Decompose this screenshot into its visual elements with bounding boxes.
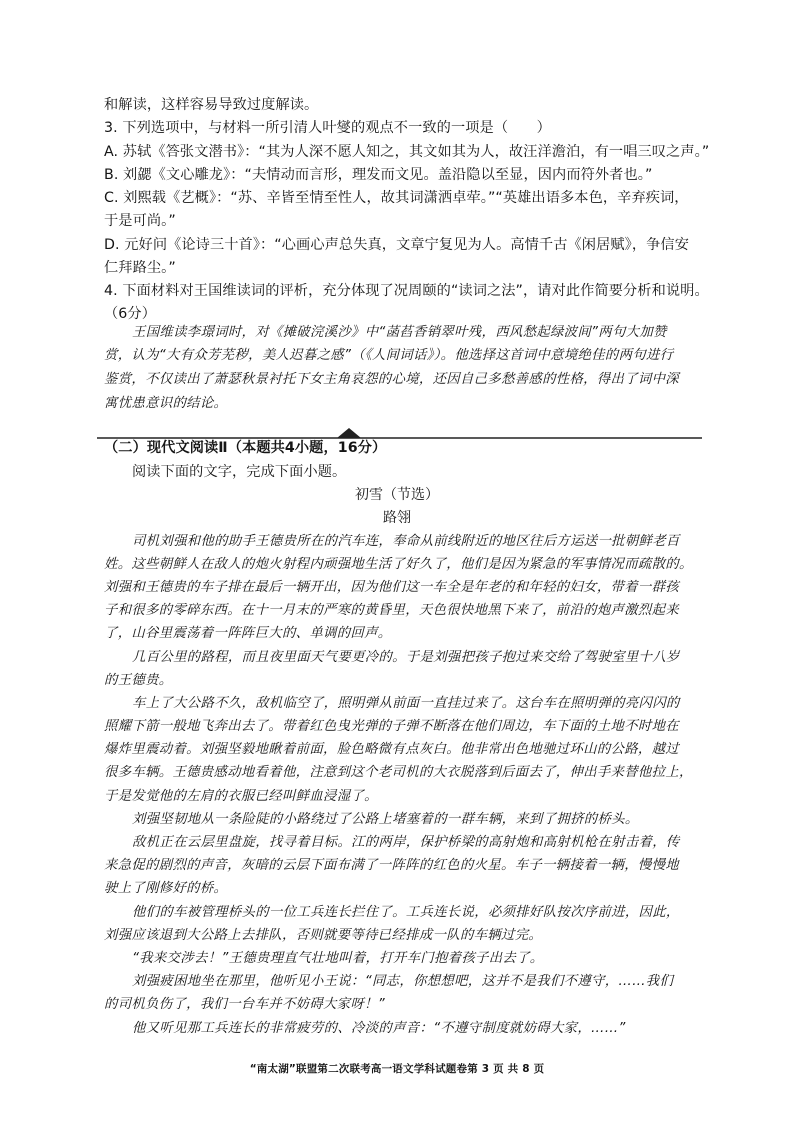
story-line: 刘强应该退到大公路上去排队，否则就要等待已经排成一队的车辆过完。 — [104, 928, 543, 943]
story-line: 很多车辆。王德贵感动地看着他，注意到这个老司机的大衣脱落到后面去了，伸出手来替他拉上， — [104, 765, 693, 780]
story-line: 驶上了刚修好的桥。 — [104, 881, 228, 896]
story-line: 子和很多的零碎东西。在十一月末的严寒的黄昏里，天色很快地黑下来了，前沿的炮声激烈起来 — [104, 603, 680, 618]
material-line: 赏，认为“大有众芳芜秽，美人迟暮之感”（《人间词话》）。他选择这首词中意境绝佳的两句进行 — [104, 348, 674, 363]
option-d: D. 元好问《论诗三十首》：“心画心声总失真，文章宁复见为人。高情千古《闲居赋》，争信安 — [104, 237, 689, 253]
story-title: 初雪（节选） — [355, 487, 439, 503]
story-line: 爆炸里震动着。刘强坚毅地瞅着前面，脸色略微有点灰白。他非常出色地驰过环山的公路，越过 — [104, 742, 680, 757]
text-line: 和解读，这样容易导致过度解读。 — [104, 97, 319, 113]
question-3: 3. 下列选项中，与材料一所引清人叶燮的观点不一致的一项是（ ） — [104, 120, 551, 136]
story-line: 的王德贵。 — [104, 673, 173, 688]
story-line: 来急促的剧烈的声音，灰暗的云层下面布满了一阵阵的红色的火星。车子一辆接着一辆，慢慢地 — [104, 858, 680, 873]
story-line: 几百公里的路程，而且夜里面天气要更冷的。于是刘强把孩子抱过来交给了驾驶室里十八岁 — [132, 650, 680, 665]
story-line: 照耀下箭一般地飞奔出去了。带着红色曳光弹的子弹不断落在他们周边，车下面的土地不时地在 — [104, 719, 680, 734]
story-line: 司机刘强和他的助手王德贵所在的汽车连，奉命从前线附近的地区往后方运送一批朝鲜老百 — [132, 534, 680, 549]
option-a: A. 苏轼《答张文潜书》：“其为人深不愿人知之，其文如其为人，故汪洋澹泊，有一唱三叹之声。” — [104, 144, 710, 160]
story-line: “我来交涉去！”王德贵理直气壮地叫着，打开车门抱着孩子出去了。 — [132, 951, 544, 966]
material-line: 王国维读李璟词时，对《摊破浣溪沙》中“菡萏香销翠叶残，西风愁起绿波间”两句大加赞 — [132, 325, 667, 340]
story-line: 了，山谷里震荡着一阵阵巨大的、单调的回声。 — [104, 626, 392, 641]
option-b: B. 刘勰《文心雕龙》：“夫情动而言形，理发而文见。盖沿隐以至显，因内而符外者也。” — [104, 167, 653, 183]
question-4: 4. 下面材料对王国维读词的评析，充分体现了况周颐的“读词之法”，请对此作简要分析和说明。 — [104, 283, 709, 299]
story-line: 刘强疲困地坐在那里，他听见小王说：“同志，你想想吧，这并不是我们不遵守，……我们 — [132, 974, 674, 989]
story-line: 刘强和王德贵的车子排在最后一辆开出，因为他们这一车全是年老的和年轻的妇女，带着一群孩 — [104, 580, 680, 595]
section-instruction: 阅读下面的文字，完成下面小题。 — [132, 464, 347, 480]
material-line: 寓忧患意识的结论。 — [104, 396, 228, 411]
story-line: 于是发觉他的左肩的衣服已经叫鲜血浸湿了。 — [104, 789, 378, 804]
material-line: 鉴赏，不仅读出了萧瑟秋景衬托下女主角哀怨的心境，还因自己多愁善感的性格，得出了词中深 — [104, 372, 680, 387]
question-4-score: （6分） — [104, 306, 156, 322]
section-heading: （二）现代文阅读Ⅱ（本题共4小题，16分） — [104, 440, 387, 456]
story-line: 姓。这些朝鲜人在敌人的炮火射程内顽强地生活了好久了，他们是因为紧急的军事情况而疏散的。 — [104, 557, 693, 572]
story-line: 他又听见那工兵连长的非常疲劳的、冷淡的声音：“不遵守制度就妨碍大家，……” — [132, 1021, 626, 1036]
option-d-cont: 仁拜路尘。” — [104, 260, 176, 276]
story-line: 他们的车被管理桥头的一位工兵连长拦住了。工兵连长说，必须排好队按次序前进，因此， — [132, 905, 680, 920]
page-footer: “南太湖”联盟第二次联考高一语文学科试题卷第 3 页 共 8 页 — [249, 1063, 545, 1075]
story-line: 刘强坚韧地从一条险陡的小路绕过了公路上堵塞着的一群车辆，来到了拥挤的桥头。 — [132, 812, 639, 827]
story-line: 敌机正在云层里盘旋，找寻着目标。江的两岸，保护桥梁的高射炮和高射机枪在射击着，传 — [132, 835, 680, 850]
story-line: 车上了大公路不久，敌机临空了，照明弹从前面一直挂过来了。这台车在照明弹的亮闪闪的 — [132, 696, 680, 711]
option-c: C. 刘熙载《艺概》：“苏、辛皆至情至性人，故其词潇洒卓荦。”“英雄出语多本色，辛弃疾词， — [104, 190, 689, 206]
story-author: 路翎 — [383, 510, 411, 526]
story-line: 的司机负伤了，我们一台车并不妨碍大家呀！” — [104, 997, 386, 1012]
option-c-cont: 于是可尚。” — [104, 213, 176, 229]
